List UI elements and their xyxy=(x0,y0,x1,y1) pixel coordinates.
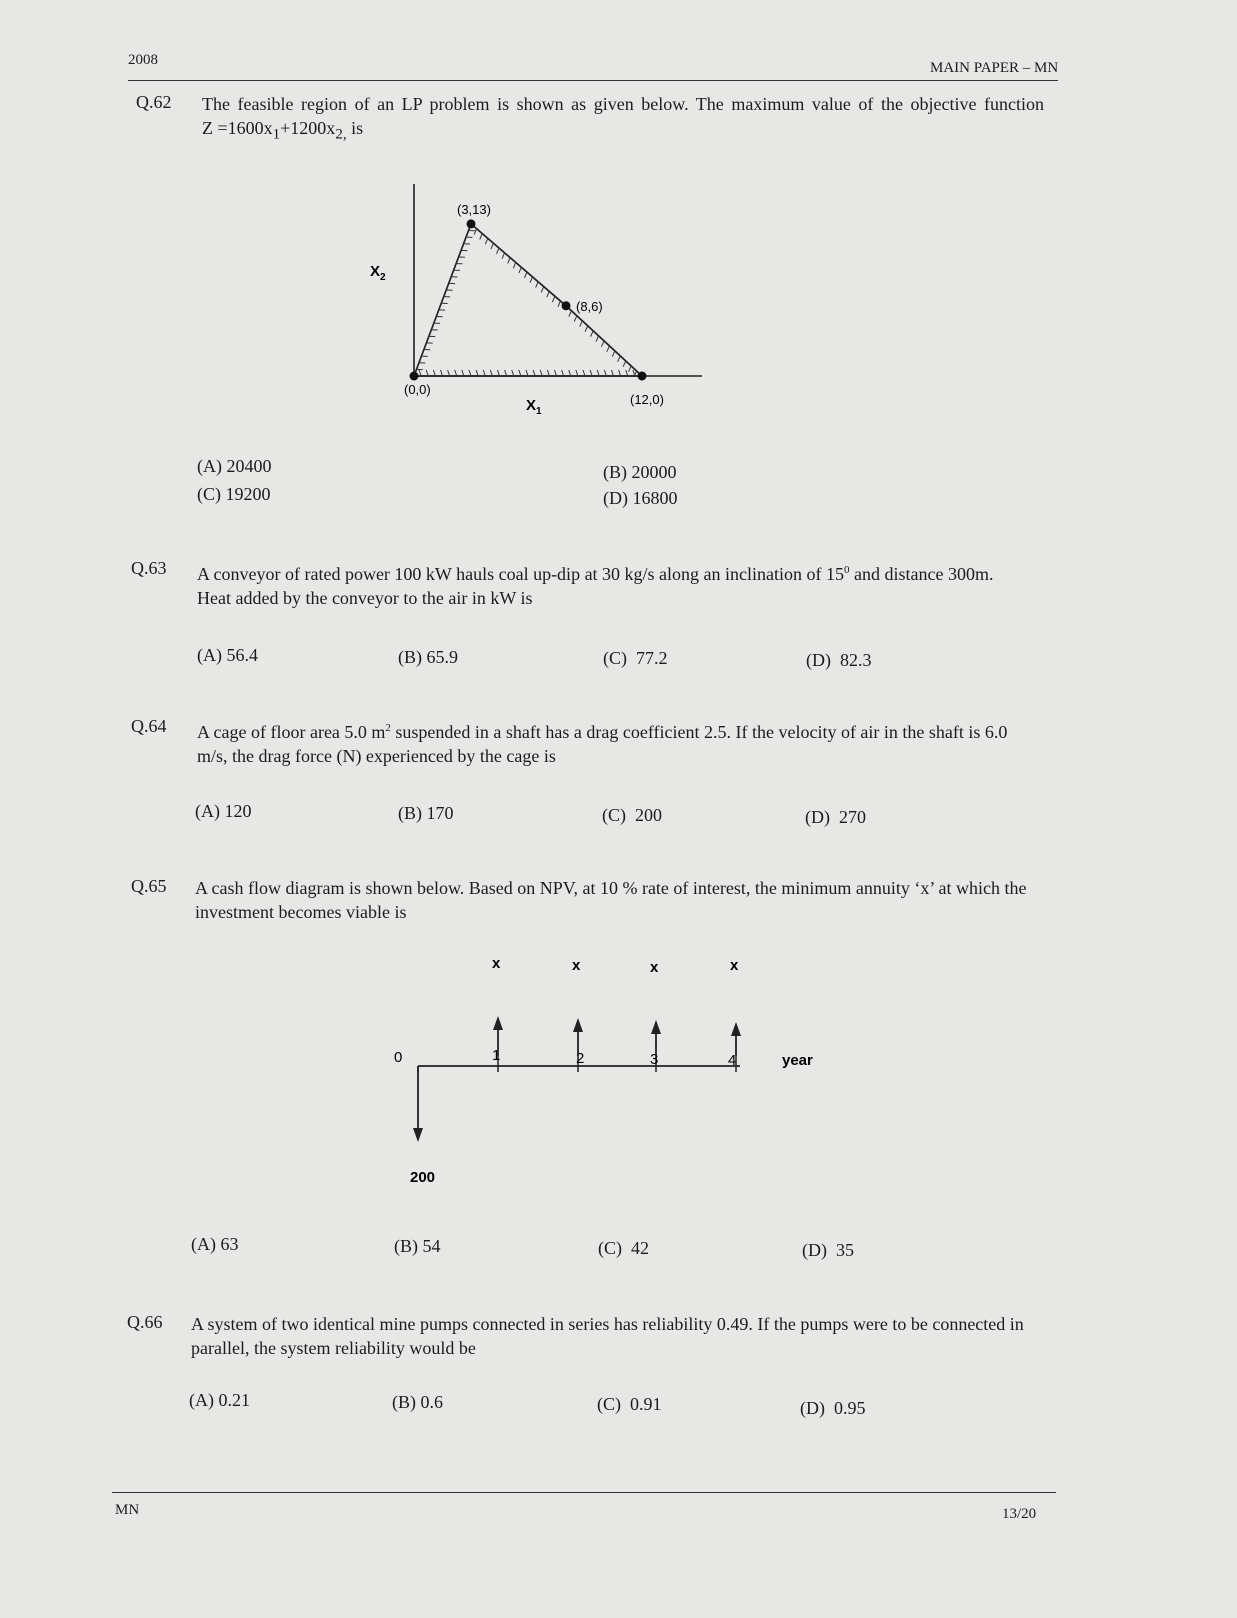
q65-number: Q.65 xyxy=(131,876,167,896)
footer-code: MN xyxy=(115,1502,140,1518)
vertex-point xyxy=(638,372,647,381)
q65-option-b[interactable]: (B) 54 xyxy=(394,1236,441,1256)
region-hatch xyxy=(526,370,528,376)
q63-option-c[interactable]: (C) 77.2 xyxy=(603,648,668,668)
year-label-3: 3 xyxy=(650,1051,659,1068)
region-hatch xyxy=(596,336,599,342)
q64-option-b[interactable]: (B) 170 xyxy=(398,803,454,823)
year-label-1: 1 xyxy=(492,1047,501,1064)
year-label-2: 2 xyxy=(576,1050,585,1067)
q62-option-a[interactable]: (A) 20400 xyxy=(197,456,272,476)
region-hatch xyxy=(623,361,626,367)
vertex-label: (3,13) xyxy=(457,201,491,217)
region-hatch xyxy=(469,370,471,376)
region-hatch xyxy=(433,370,435,376)
inflow-label-4: x xyxy=(730,957,739,974)
q64-number: Q.64 xyxy=(131,716,167,736)
region-hatch xyxy=(612,370,614,376)
region-hatch xyxy=(633,370,635,376)
region-hatch xyxy=(498,370,500,376)
q65-text: A cash flow diagram is shown below. Based on NPV, at 10 % rate of interest, the minimum annuity ‘x’ at which the investment becomes viable is xyxy=(195,878,1027,922)
q65-option-c[interactable]: (C) 42 xyxy=(598,1238,649,1258)
year-label-4: 4 xyxy=(728,1052,737,1069)
vertex-point xyxy=(562,301,571,310)
region-edge xyxy=(414,224,471,376)
region-hatch xyxy=(519,370,521,376)
header-paper-code: MAIN PAPER – MN xyxy=(930,60,1059,76)
region-hatch xyxy=(574,316,577,322)
q63-option-a[interactable]: (A) 56.4 xyxy=(197,645,258,665)
region-hatch xyxy=(540,370,542,376)
region-hatch xyxy=(612,351,615,357)
region-hatch xyxy=(618,356,621,362)
region-hatch xyxy=(619,370,621,376)
region-hatch xyxy=(604,370,606,376)
region-hatch xyxy=(502,253,504,259)
region-edge xyxy=(471,224,566,306)
q63-option-b[interactable]: (B) 65.9 xyxy=(398,647,458,667)
q65-option-d[interactable]: (D) 35 xyxy=(802,1240,854,1260)
year-axis-label: year xyxy=(782,1052,813,1069)
lp-feasible-region-figure xyxy=(360,178,720,428)
region-hatch xyxy=(530,277,532,283)
region-hatch xyxy=(541,287,543,293)
region-hatch xyxy=(419,370,421,376)
region-hatch xyxy=(505,370,507,376)
q64-option-a[interactable]: (A) 120 xyxy=(195,801,252,821)
region-hatch xyxy=(547,291,549,297)
region-hatch xyxy=(583,370,585,376)
region-hatch xyxy=(480,234,482,240)
region-hatch xyxy=(607,346,610,352)
q62-option-c[interactable]: (C) 19200 xyxy=(197,484,271,504)
outflow-arrow xyxy=(413,1066,423,1142)
outflow-value: 200 xyxy=(410,1169,436,1186)
region-hatch xyxy=(590,370,592,376)
inflow-label-3: x xyxy=(650,959,659,976)
vertex-point xyxy=(467,219,476,228)
region-hatch xyxy=(519,267,521,273)
q63-option-d[interactable]: (D) 82.3 xyxy=(806,650,872,670)
region-hatch xyxy=(485,238,487,244)
region-hatch xyxy=(483,370,485,376)
inflow-label-2: x xyxy=(572,957,581,974)
region-hatch xyxy=(426,370,428,376)
region-hatch xyxy=(562,370,564,376)
q62-option-d[interactable]: (D) 16800 xyxy=(603,488,678,508)
inflow-label-1: x xyxy=(492,955,501,972)
region-hatch xyxy=(576,370,578,376)
region-hatch xyxy=(524,272,526,278)
q64-option-c[interactable]: (C) 200 xyxy=(602,805,662,825)
q66-number: Q.66 xyxy=(127,1312,163,1332)
region-hatch xyxy=(490,370,492,376)
q63-text: A conveyor of rated power 100 kW hauls coal up-dip at 30 kg/s along an inclination of $15^0$ and distance 300m. Heat added by the conveyor to the air in kW is xyxy=(197,564,994,608)
q63-number: Q.63 xyxy=(131,558,167,578)
cash-flow-diagram xyxy=(380,948,840,1194)
region-hatch xyxy=(580,321,583,327)
region-hatch xyxy=(441,370,443,376)
region-hatch xyxy=(555,370,557,376)
region-hatch xyxy=(491,243,493,249)
inflow-labels xyxy=(492,955,739,976)
region-hatch xyxy=(533,370,535,376)
q62-option-b[interactable]: (B) 20000 xyxy=(603,462,677,482)
q66-option-a[interactable]: (A) 0.21 xyxy=(189,1390,250,1410)
region-hatch xyxy=(536,282,538,288)
q64-option-d[interactable]: (D) 270 xyxy=(805,807,866,827)
region-hatch xyxy=(558,301,560,307)
region-hatch xyxy=(508,258,510,264)
q66-option-b[interactable]: (B) 0.6 xyxy=(392,1392,443,1412)
region-hatch xyxy=(601,341,604,347)
inflow-arrows xyxy=(493,1016,741,1056)
region-hatch xyxy=(569,311,572,317)
year-label-0: 0 xyxy=(394,1049,403,1066)
region-hatch xyxy=(585,326,588,332)
vertex-label: (0,0) xyxy=(404,382,431,397)
q62-number: Q.62 xyxy=(136,92,172,112)
header-year: 2008 xyxy=(128,52,158,68)
region-hatch xyxy=(597,370,599,376)
vertex-point xyxy=(410,372,419,381)
q66-option-c[interactable]: (C) 0.91 xyxy=(597,1394,662,1414)
header-rule xyxy=(128,80,1058,81)
region-hatch xyxy=(552,296,554,302)
region-hatch xyxy=(474,229,476,235)
region-hatch xyxy=(513,262,515,268)
region-hatch xyxy=(476,370,478,376)
footer-rule xyxy=(112,1492,1056,1493)
region-hatch xyxy=(591,331,594,337)
q66-option-d[interactable]: (D) 0.95 xyxy=(800,1398,866,1418)
footer-page-number: 13/20 xyxy=(1002,1506,1037,1522)
region-hatch xyxy=(455,370,457,376)
region-hatch xyxy=(629,366,632,372)
region-hatch xyxy=(626,370,628,376)
vertex-label: (12,0) xyxy=(630,392,664,407)
y-axis-label: $X_2$ xyxy=(370,263,386,283)
x-axis-label: $X_1$ xyxy=(526,397,542,417)
vertex-label: (8,6) xyxy=(576,298,603,314)
region-hatch xyxy=(569,370,571,376)
lp-region xyxy=(404,202,664,407)
region-hatch xyxy=(497,248,499,254)
region-hatch xyxy=(512,370,514,376)
q66-text: A system of two identical mine pumps connected in series has reliability 0.49. If the pumps were to be connected in parallel, the system reliability would be xyxy=(191,1314,1024,1358)
q65-option-a[interactable]: (A) 63 xyxy=(191,1234,239,1254)
q64-text: A cage of floor area 5.0 $m^2$ suspended in a shaft has a drag coefficient 2.5. If the velocity of air in the shaft is 6.0 m/s, the drag force (N) experienced by the cage is xyxy=(197,722,1008,766)
q62-text: The feasible region of an LP problem is shown as given below. The maximum value of the objective function $Z =1600x_1+1200x_{2,}$ is xyxy=(202,94,1044,143)
region-hatch xyxy=(462,370,464,376)
region-hatch xyxy=(547,370,549,376)
region-hatch xyxy=(448,370,450,376)
